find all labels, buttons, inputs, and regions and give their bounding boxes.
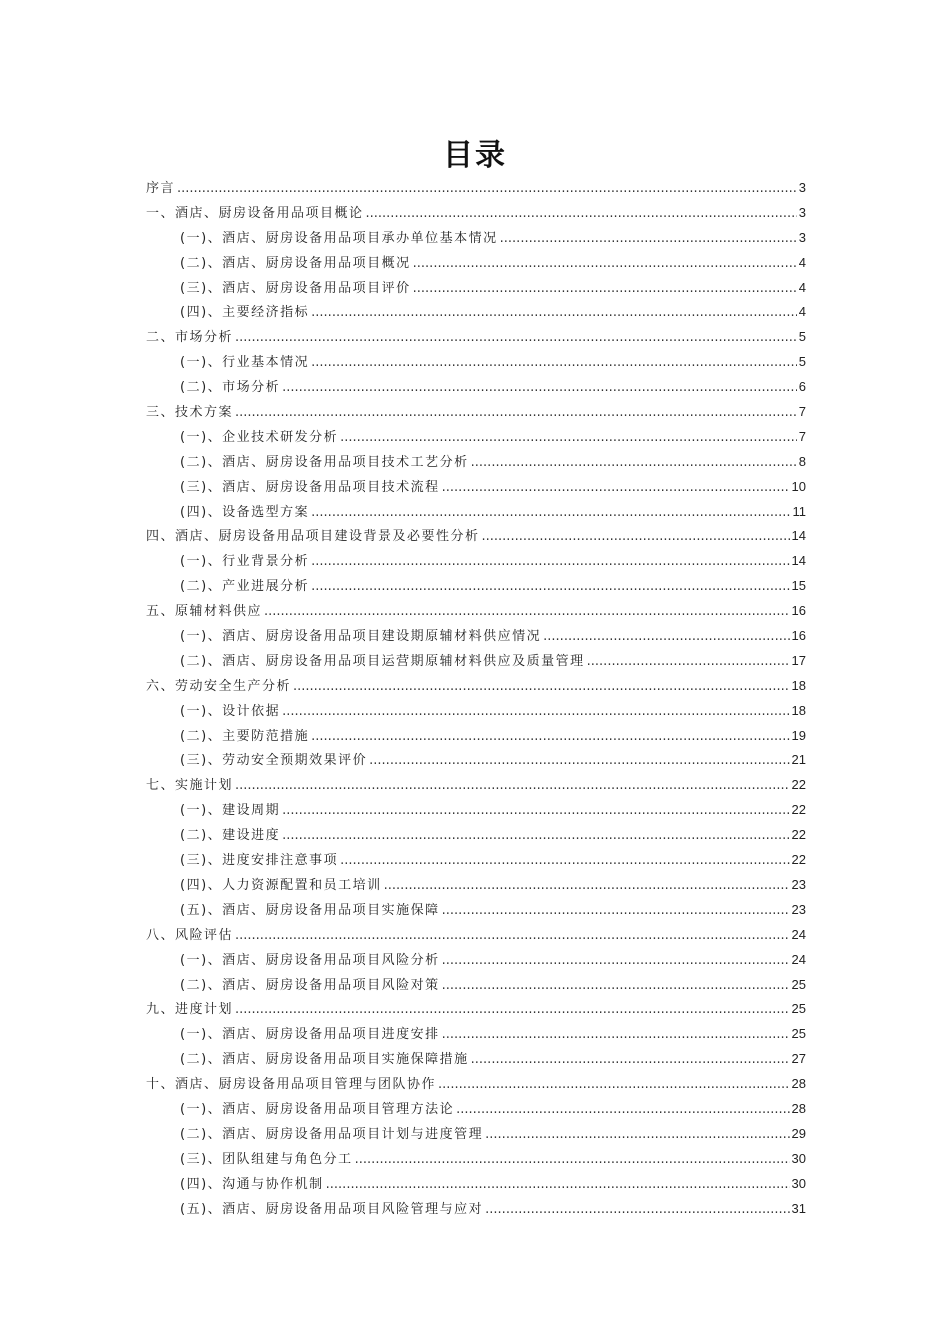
- toc-dot-leader: [366, 202, 797, 227]
- toc-entry-page-number: 5: [798, 329, 806, 345]
- toc-entry-page-number: 22: [791, 827, 806, 843]
- toc-dot-leader: [482, 525, 790, 550]
- toc-entry[interactable]: [146, 176, 806, 201]
- toc-dot-leader: [282, 824, 789, 849]
- toc-entry-page-number: 6: [798, 379, 806, 395]
- toc-entry[interactable]: [146, 574, 806, 599]
- toc-entry-label: (二)、酒店、厨房设备用品项目技术工艺分析: [180, 454, 469, 470]
- toc-entry-label: (三)、酒店、厨房设备用品项目评价: [180, 280, 411, 296]
- toc-entry[interactable]: [146, 773, 806, 798]
- toc-entry-label: (四)、主要经济指标: [180, 305, 310, 321]
- toc-entry-page-number: 25: [791, 1001, 806, 1017]
- toc-entry-page-number: 23: [791, 901, 806, 917]
- toc-entry-page-number: 5: [798, 354, 806, 370]
- toc-entry-label: (一)、酒店、厨房设备用品项目建设期原辅材料供应情况: [180, 629, 542, 645]
- toc-entry-label: 五、原辅材料供应: [146, 604, 263, 620]
- toc-entry-page-number: 22: [791, 852, 806, 868]
- toc-entry-page-number: 25: [791, 1026, 806, 1042]
- toc-dot-leader: [311, 351, 797, 376]
- toc-entry-label: (一)、企业技术研发分析: [180, 429, 339, 445]
- toc-entry-page-number: 21: [791, 752, 806, 768]
- toc-entry-label: (五)、酒店、厨房设备用品项目实施保障: [180, 902, 440, 918]
- toc-entry[interactable]: [146, 1047, 806, 1072]
- toc-entry-label: (二)、酒店、厨房设备用品项目实施保障措施: [180, 1052, 469, 1068]
- toc-dot-leader: [413, 252, 797, 277]
- toc-entry-page-number: 18: [791, 702, 806, 718]
- toc-entry-page-number: 25: [791, 976, 806, 992]
- toc-entry[interactable]: [146, 848, 806, 873]
- toc-dot-leader: [438, 1073, 790, 1098]
- toc-dot-leader: [293, 675, 790, 700]
- toc-entry-label: (一)、酒店、厨房设备用品项目风险分析: [180, 952, 440, 968]
- toc-entry-page-number: 29: [791, 1125, 806, 1141]
- toc-entry[interactable]: [146, 549, 806, 574]
- toc-dot-leader: [235, 401, 797, 426]
- toc-entry-page-number: 22: [791, 777, 806, 793]
- toc-dot-leader: [311, 301, 797, 326]
- toc-dot-leader: [340, 426, 797, 451]
- toc-entry[interactable]: [146, 201, 806, 226]
- toc-entry-label: 一、酒店、厨房设备用品项目概论: [146, 205, 364, 221]
- toc-entry-page-number: 24: [791, 951, 806, 967]
- toc-entry-label: (三)、酒店、厨房设备用品项目技术流程: [180, 479, 440, 495]
- toc-entry-page-number: 4: [798, 279, 806, 295]
- toc-title: 目录: [443, 138, 507, 173]
- toc-entry-label: 六、劳动安全生产分析: [146, 678, 292, 694]
- toc-entry[interactable]: [146, 873, 806, 898]
- toc-dot-leader: [543, 625, 789, 650]
- toc-dot-leader: [264, 600, 790, 625]
- toc-entry[interactable]: [146, 524, 806, 549]
- toc-dot-leader: [311, 501, 790, 526]
- toc-entry[interactable]: [146, 1172, 806, 1197]
- toc-entry-label: 二、市场分析: [146, 330, 234, 346]
- toc-entry-label: 三、技术方案: [146, 405, 234, 421]
- toc-dot-leader: [311, 725, 789, 750]
- toc-entry-page-number: 23: [791, 876, 806, 892]
- toc-dot-leader: [442, 899, 790, 924]
- toc-dot-leader: [235, 774, 790, 799]
- toc-entry-page-number: 22: [791, 802, 806, 818]
- toc-entry[interactable]: [146, 425, 806, 450]
- toc-entry[interactable]: [146, 300, 806, 325]
- toc-list: [146, 176, 806, 1221]
- toc-entry[interactable]: [146, 1197, 806, 1222]
- toc-entry-page-number: 28: [791, 1076, 806, 1092]
- toc-dot-leader: [311, 550, 789, 575]
- toc-entry[interactable]: [146, 1147, 806, 1172]
- toc-entry-label: (三)、进度安排注意事项: [180, 853, 339, 869]
- toc-dot-leader: [340, 849, 789, 874]
- toc-dot-leader: [235, 326, 797, 351]
- toc-dot-leader: [177, 177, 797, 202]
- toc-entry[interactable]: [146, 1122, 806, 1147]
- toc-entry-label: (五)、酒店、厨房设备用品项目风险管理与应对: [180, 1201, 484, 1217]
- toc-entry[interactable]: [146, 624, 806, 649]
- toc-dot-leader: [442, 1023, 790, 1048]
- toc-dot-leader: [355, 1148, 790, 1173]
- toc-dot-leader: [442, 974, 790, 999]
- toc-entry-page-number: 30: [791, 1175, 806, 1191]
- toc-entry-label: 序言: [146, 181, 176, 196]
- toc-dot-leader: [471, 1048, 790, 1073]
- toc-entry[interactable]: [146, 649, 806, 674]
- toc-entry-label: (四)、人力资源配置和员工培训: [180, 877, 382, 893]
- toc-entry-label: (二)、酒店、厨房设备用品项目风险对策: [180, 977, 440, 993]
- toc-entry-page-number: 28: [791, 1100, 806, 1116]
- toc-entry[interactable]: [146, 450, 806, 475]
- toc-entry[interactable]: [146, 823, 806, 848]
- toc-entry[interactable]: [146, 898, 806, 923]
- toc-entry-label: (三)、劳动安全预期效果评价: [180, 753, 368, 769]
- toc-dot-leader: [413, 277, 797, 302]
- toc-entry-label: (一)、设计依据: [180, 703, 281, 719]
- toc-entry[interactable]: [146, 475, 806, 500]
- toc-entry[interactable]: [146, 798, 806, 823]
- toc-dot-leader: [442, 949, 790, 974]
- toc-entry-label: 四、酒店、厨房设备用品项目建设背景及必要性分析: [146, 529, 480, 545]
- toc-entry-label: 八、风险评估: [146, 927, 234, 943]
- toc-entry-label: (二)、主要防范措施: [180, 728, 310, 744]
- toc-entry-label: (二)、市场分析: [180, 380, 281, 396]
- toc-entry[interactable]: [146, 400, 806, 425]
- toc-entry[interactable]: [146, 973, 806, 998]
- toc-entry-label: (一)、酒店、厨房设备用品项目管理方法论: [180, 1101, 455, 1117]
- toc-entry-label: 十、酒店、厨房设备用品项目管理与团队协作: [146, 1077, 437, 1093]
- toc-entry[interactable]: [146, 1022, 806, 1047]
- toc-entry-label: (二)、酒店、厨房设备用品项目概况: [180, 255, 411, 271]
- toc-entry[interactable]: [146, 325, 806, 350]
- toc-entry-label: (一)、行业基本情况: [180, 355, 310, 371]
- toc-entry[interactable]: [146, 350, 806, 375]
- toc-dot-leader: [235, 924, 790, 949]
- toc-entry-page-number: 3: [798, 229, 806, 245]
- toc-entry[interactable]: [146, 674, 806, 699]
- toc-entry-page-number: 31: [791, 1200, 806, 1216]
- toc-dot-leader: [471, 451, 797, 476]
- toc-dot-leader: [282, 376, 797, 401]
- toc-entry-page-number: 3: [798, 180, 806, 195]
- toc-entry-page-number: 15: [791, 578, 806, 594]
- toc-dot-leader: [442, 476, 790, 501]
- toc-entry-page-number: 30: [791, 1150, 806, 1166]
- toc-entry-page-number: 24: [791, 926, 806, 942]
- toc-dot-leader: [369, 749, 789, 774]
- toc-entry-page-number: 16: [791, 603, 806, 619]
- toc-dot-leader: [282, 799, 789, 824]
- toc-entry-page-number: 10: [791, 478, 806, 494]
- toc-entry-page-number: 7: [798, 428, 806, 444]
- toc-dot-leader: [384, 874, 790, 899]
- toc-entry-page-number: 7: [798, 404, 806, 420]
- toc-entry-page-number: 27: [791, 1051, 806, 1067]
- toc-entry-label: (四)、沟通与协作机制: [180, 1176, 324, 1192]
- toc-entry-label: (一)、酒店、厨房设备用品项目进度安排: [180, 1027, 440, 1043]
- toc-entry[interactable]: [146, 276, 806, 301]
- toc-entry[interactable]: [146, 724, 806, 749]
- toc-entry-label: (一)、酒店、厨房设备用品项目承办单位基本情况: [180, 230, 498, 246]
- toc-entry[interactable]: [146, 599, 806, 624]
- toc-entry-label: (二)、建设进度: [180, 828, 281, 844]
- toc-entry[interactable]: [146, 923, 806, 948]
- toc-entry-label: 九、进度计划: [146, 1002, 234, 1018]
- toc-entry-label: (四)、设备选型方案: [180, 504, 310, 520]
- toc-dot-leader: [587, 650, 790, 675]
- toc-dot-leader: [311, 575, 789, 600]
- toc-dot-leader: [326, 1173, 790, 1198]
- toc-entry[interactable]: [146, 748, 806, 773]
- toc-entry-label: (一)、建设周期: [180, 803, 281, 819]
- toc-entry-page-number: 14: [791, 528, 806, 544]
- toc-entry-label: 七、实施计划: [146, 778, 234, 794]
- toc-dot-leader: [485, 1123, 789, 1148]
- toc-dot-leader: [456, 1098, 789, 1123]
- toc-entry-page-number: 18: [791, 677, 806, 693]
- toc-entry[interactable]: [146, 1072, 806, 1097]
- toc-entry[interactable]: [146, 251, 806, 276]
- toc-entry[interactable]: [146, 699, 806, 724]
- toc-entry[interactable]: [146, 226, 806, 251]
- toc-dot-leader: [500, 227, 797, 252]
- toc-entry-page-number: 3: [798, 204, 806, 220]
- toc-entry-page-number: 16: [791, 628, 806, 644]
- toc-entry[interactable]: [146, 948, 806, 973]
- toc-dot-leader: [485, 1198, 789, 1223]
- toc-entry[interactable]: [146, 1097, 806, 1122]
- toc-entry-label: (一)、行业背景分析: [180, 554, 310, 570]
- toc-entry-page-number: 14: [791, 553, 806, 569]
- toc-entry[interactable]: [146, 375, 806, 400]
- toc-entry-label: (二)、酒店、厨房设备用品项目计划与进度管理: [180, 1126, 484, 1142]
- toc-dot-leader: [282, 700, 789, 725]
- toc-entry-page-number: 4: [798, 304, 806, 320]
- toc-entry-label: (三)、团队组建与角色分工: [180, 1151, 353, 1167]
- toc-entry-page-number: 19: [791, 727, 806, 743]
- toc-entry-label: (二)、产业进展分析: [180, 579, 310, 595]
- toc-entry[interactable]: [146, 500, 806, 525]
- toc-entry-label: (二)、酒店、厨房设备用品项目运营期原辅材料供应及质量管理: [180, 653, 585, 669]
- toc-entry-page-number: 17: [791, 652, 806, 668]
- toc-dot-leader: [235, 998, 790, 1023]
- toc-entry-page-number: 8: [798, 453, 806, 469]
- toc-entry[interactable]: [146, 997, 806, 1022]
- toc-entry-page-number: 4: [798, 254, 806, 270]
- toc-entry-page-number: 11: [792, 503, 806, 519]
